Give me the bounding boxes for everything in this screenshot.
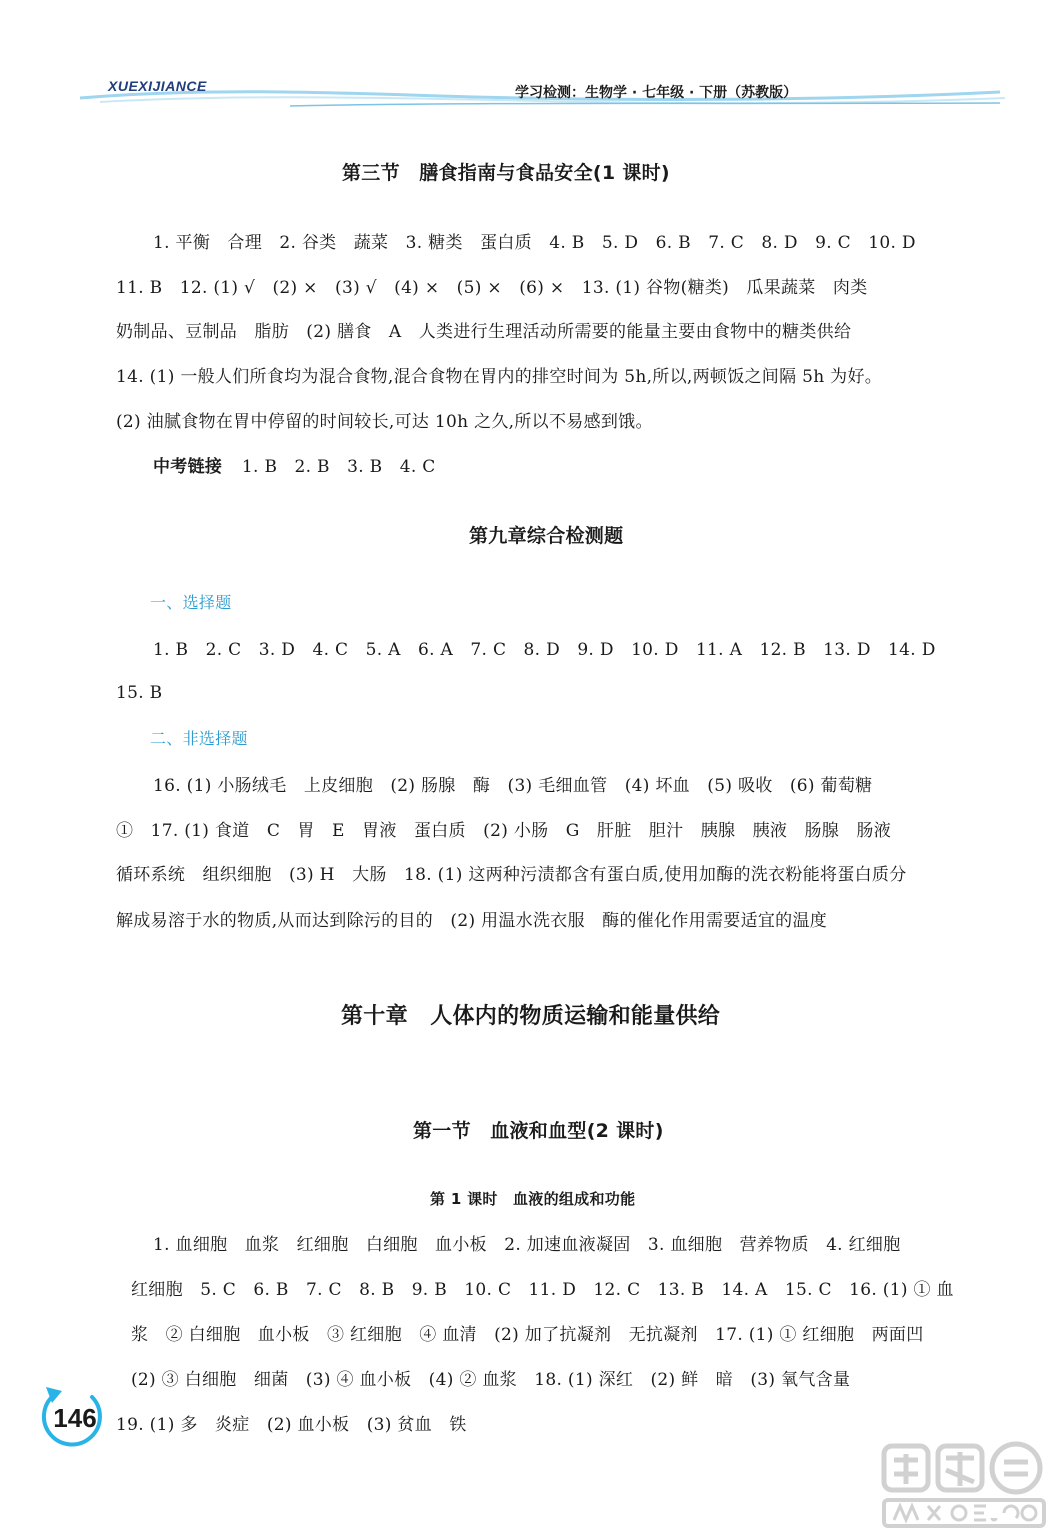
section-heading: 第一节 血液和血型(2 课时) [413,1120,664,1142]
answer-line: 19. (1) 多 炎症 (2) 血小板 (3) 贫血 铁 [116,1415,467,1435]
answer-line: 15. B [116,683,163,703]
answer-line: 11. B 12. (1) √ (2) × (3) √ (4) × (5) × (6) × 13. (1) 谷物(糖类) 瓜果蔬菜 肉类 [116,278,868,298]
section-heading: 第三节 膳食指南与食品安全(1 课时) [342,162,670,184]
zhongkao-label: 中考链接 [153,457,223,477]
test-heading: 第九章综合检测题 [469,525,624,547]
zhongkao-link-row [153,457,436,477]
zhongkao-answers: 1. B 2. B 3. B 4. C [241,457,436,477]
answer-line: 浆 ② 白细胞 血小板 ③ 红细胞 ④ 血清 (2) 加了抗凝剂 无抗凝剂 17. (1) ① 红细胞 两面凹 [131,1325,924,1345]
header-book-title: 学习检测：生物学 · 七年级 · 下册（苏教版） [515,85,798,101]
answer-line: 1. B 2. C 3. D 4. C 5. A 6. A 7. C 8. D 9. D 10. D 11. A 12. B 13. D 14. D [153,640,936,660]
answer-line: (2) ③ 白细胞 细菌 (3) ④ 血小板 (4) ② 血浆 18. (1) 深红 (2) 鲜 暗 (3) 氧气含量 [131,1370,851,1390]
chapter-heading: 第十章 人体内的物质运输和能量供给 [341,1004,721,1029]
answer-line: 1. 平衡 合理 2. 谷类 蔬菜 3. 糖类 蛋白质 4. B 5. D 6. B 7. C 8. D 9. C 10. D [153,233,916,253]
part-label-nonchoice: 二、非选择题 [150,729,248,748]
answer-line: (2) 油腻食物在胃中停留的时间较长,可达 10h 之久,所以不易感到饿。 [116,412,653,432]
lesson-heading: 第 1 课时 血液的组成和功能 [430,1190,636,1208]
page-header [0,0,1063,130]
answer-line: 解成易溶于水的物质,从而达到除污的目的 (2) 用温水洗衣服 酶的催化作用需要适宜的温度 [116,911,828,931]
answer-line: 14. (1) 一般人们所食均为混合食物,混合食物在胃内的排空时间为 5h,所以,两顿饭之间隔 5h 为好。 [116,367,883,387]
part-label-choice: 一、选择题 [150,593,232,612]
answer-line: 循环系统 组织细胞 (3) H 大肠 18. (1) 这两种污渍都含有蛋白质,使用加酶的洗衣粉能将蛋白质分 [116,865,907,885]
header-logo: XUEXIJIANCE [108,78,207,94]
answer-line: 奶制品、豆制品 脂肪 (2) 膳食 A 人类进行生理活动所需要的能量主要由食物中的糖类供给 [116,322,852,342]
answer-line: ① 17. (1) 食道 C 胃 E 胃液 蛋白质 (2) 小肠 G 肝脏 胆汁 胰腺 胰液 肠腺 肠液 [116,821,892,841]
answer-line: 16. (1) 小肠绒毛 上皮细胞 (2) 肠腺 酶 (3) 毛细血管 (4) 坏血 (5) 吸收 (6) 葡萄糖 [153,776,873,796]
answer-line: 1. 血细胞 血浆 红细胞 白细胞 血小板 2. 加速血液凝固 3. 血细胞 营养物质 4. 红细胞 [153,1235,901,1255]
watermark-logo [880,1440,1050,1532]
page-number: 146 [53,1403,97,1433]
answer-line: 红细胞 5. C 6. B 7. C 8. B 9. B 10. C 11. D 12. C 13. B 14. A 15. C 16. (1) ① 血 [131,1280,954,1300]
